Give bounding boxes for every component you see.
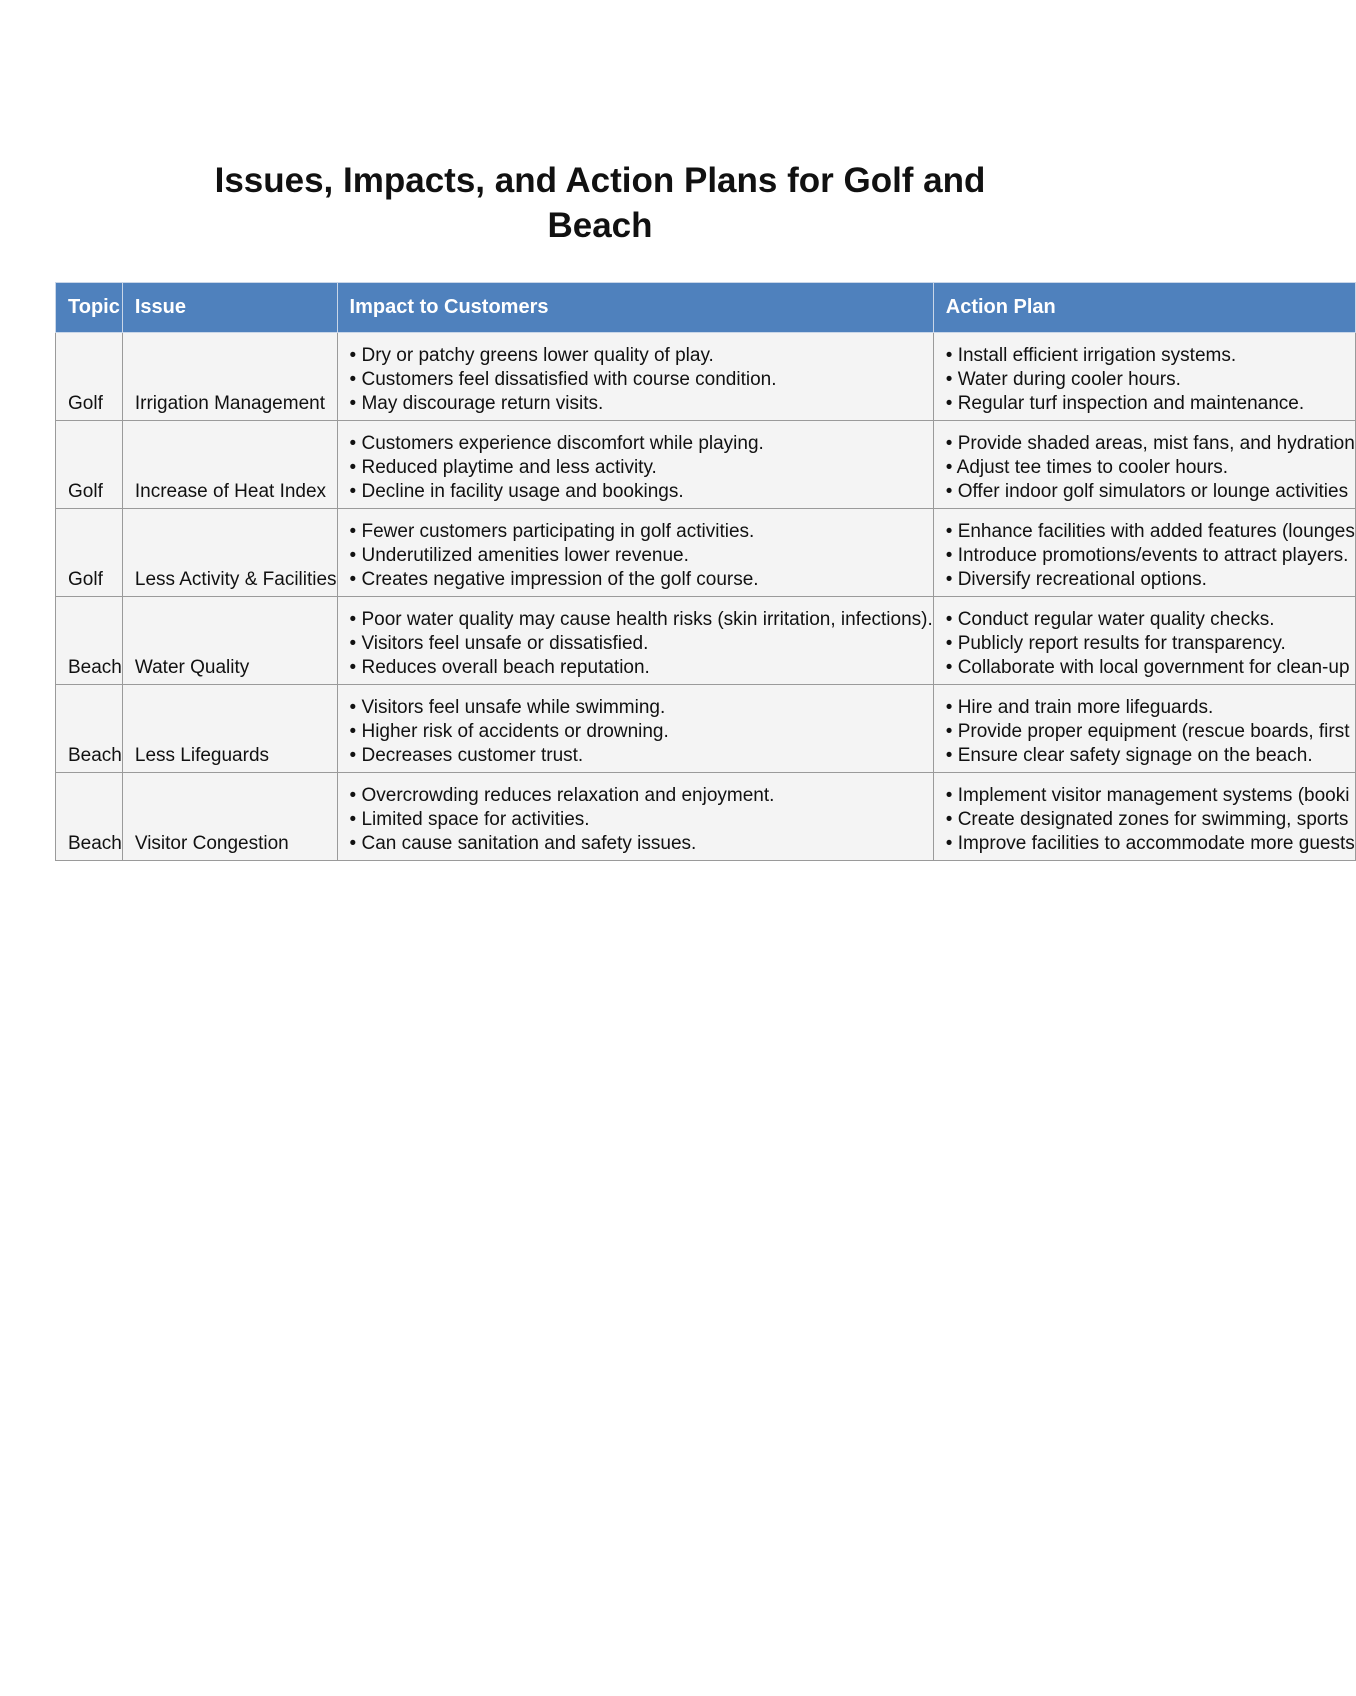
header-impact: Impact to Customers (337, 283, 933, 333)
impact-cell (337, 421, 933, 509)
impact-cell (337, 333, 933, 421)
action-bullet: • Diversify recreational options. (945, 569, 1207, 590)
action-bullet: • Conduct regular water quality checks. (945, 609, 1275, 630)
impact-bullet: • Creates negative impression of the golf course. (349, 569, 759, 590)
action-bullet: • Regular turf inspection and maintenance. (945, 393, 1305, 414)
impact-bullet: • Dry or patchy greens lower quality of play. (349, 345, 714, 366)
impact-bullet: • Can cause sanitation and safety issues. (349, 833, 697, 854)
impact-bullet: • Poor water quality may cause health risks (skin irritation, infections). (349, 609, 933, 630)
topic-cell: Beach (56, 597, 123, 685)
header-issue: Issue (122, 283, 337, 333)
impact-bullet: • Fewer customers participating in golf activities. (349, 521, 755, 542)
impact-bullet: • Decline in facility usage and bookings. (349, 481, 684, 502)
document-title-line-2: Beach (547, 206, 653, 245)
table-header-row (56, 283, 1356, 333)
action-cell (933, 773, 1355, 861)
issue-cell: Less Activity & Facilities (122, 509, 337, 597)
header-action-plan: Action Plan (933, 283, 1355, 333)
issue-cell: Irrigation Management (122, 333, 337, 421)
topic-cell: Golf (56, 509, 123, 597)
issue-cell: Water Quality (122, 597, 337, 685)
impact-bullet: • Decreases customer trust. (349, 745, 584, 766)
impact-bullet: • Limited space for activities. (349, 809, 590, 830)
impact-bullet: • Underutilized amenities lower revenue. (349, 545, 689, 566)
impact-bullet: • Higher risk of accidents or drowning. (349, 721, 669, 742)
action-bullet: • Improve facilities to accommodate more guests (945, 833, 1355, 854)
impact-bullet: • Visitors feel unsafe or dissatisfied. (349, 633, 649, 654)
impact-bullet: • Customers feel dissatisfied with course condition. (349, 369, 777, 390)
action-bullet: • Publicly report results for transparency. (945, 633, 1286, 654)
impact-bullet: • Reduces overall beach reputation. (349, 657, 650, 678)
issue-cell: Increase of Heat Index (122, 421, 337, 509)
action-bullet: • Adjust tee times to cooler hours. (945, 457, 1229, 478)
impact-cell (337, 597, 933, 685)
action-cell (933, 509, 1355, 597)
issue-cell: Less Lifeguards (122, 685, 337, 773)
action-bullet: • Provide shaded areas, mist fans, and hydration (945, 433, 1355, 454)
action-bullet: • Introduce promotions/events to attract players. (945, 545, 1349, 566)
table-row (56, 597, 1356, 685)
topic-cell: Beach (56, 773, 123, 861)
action-bullet: • Enhance facilities with added features (lounges (945, 521, 1355, 542)
action-bullet: • Offer indoor golf simulators or lounge activities (945, 481, 1349, 502)
action-cell (933, 597, 1355, 685)
action-bullet: • Ensure clear safety signage on the beach. (945, 745, 1313, 766)
impact-bullet: • Reduced playtime and less activity. (349, 457, 657, 478)
action-cell (933, 421, 1355, 509)
impact-cell (337, 685, 933, 773)
issue-cell: Visitor Congestion (122, 773, 337, 861)
issues-table (55, 282, 1356, 861)
action-bullet: • Install efficient irrigation systems. (945, 345, 1237, 366)
impact-bullet: • May discourage return visits. (349, 393, 604, 414)
action-bullet: • Implement visitor management systems (booki (945, 785, 1350, 806)
table-row (56, 685, 1356, 773)
action-bullet: • Provide proper equipment (rescue boards, first (945, 721, 1350, 742)
topic-cell: Golf (56, 421, 123, 509)
document-title (150, 158, 1050, 248)
action-bullet: • Hire and train more lifeguards. (945, 697, 1214, 718)
action-cell (933, 333, 1355, 421)
document-title-line-1: Issues, Impacts, and Action Plans for Golf and (214, 161, 986, 200)
table-row (56, 509, 1356, 597)
impact-bullet: • Visitors feel unsafe while swimming. (349, 697, 666, 718)
table-row (56, 333, 1356, 421)
header-topic: Topic (56, 283, 123, 333)
action-bullet: • Create designated zones for swimming, sports (945, 809, 1349, 830)
table-row (56, 421, 1356, 509)
impact-bullet: • Customers experience discomfort while playing. (349, 433, 764, 454)
impact-bullet: • Overcrowding reduces relaxation and enjoyment. (349, 785, 775, 806)
action-bullet: • Water during cooler hours. (945, 369, 1181, 390)
topic-cell: Beach (56, 685, 123, 773)
impact-cell (337, 509, 933, 597)
action-bullet: • Collaborate with local government for clean-up (945, 657, 1350, 678)
action-cell (933, 685, 1355, 773)
topic-cell: Golf (56, 333, 123, 421)
impact-cell (337, 773, 933, 861)
table-row (56, 773, 1356, 861)
